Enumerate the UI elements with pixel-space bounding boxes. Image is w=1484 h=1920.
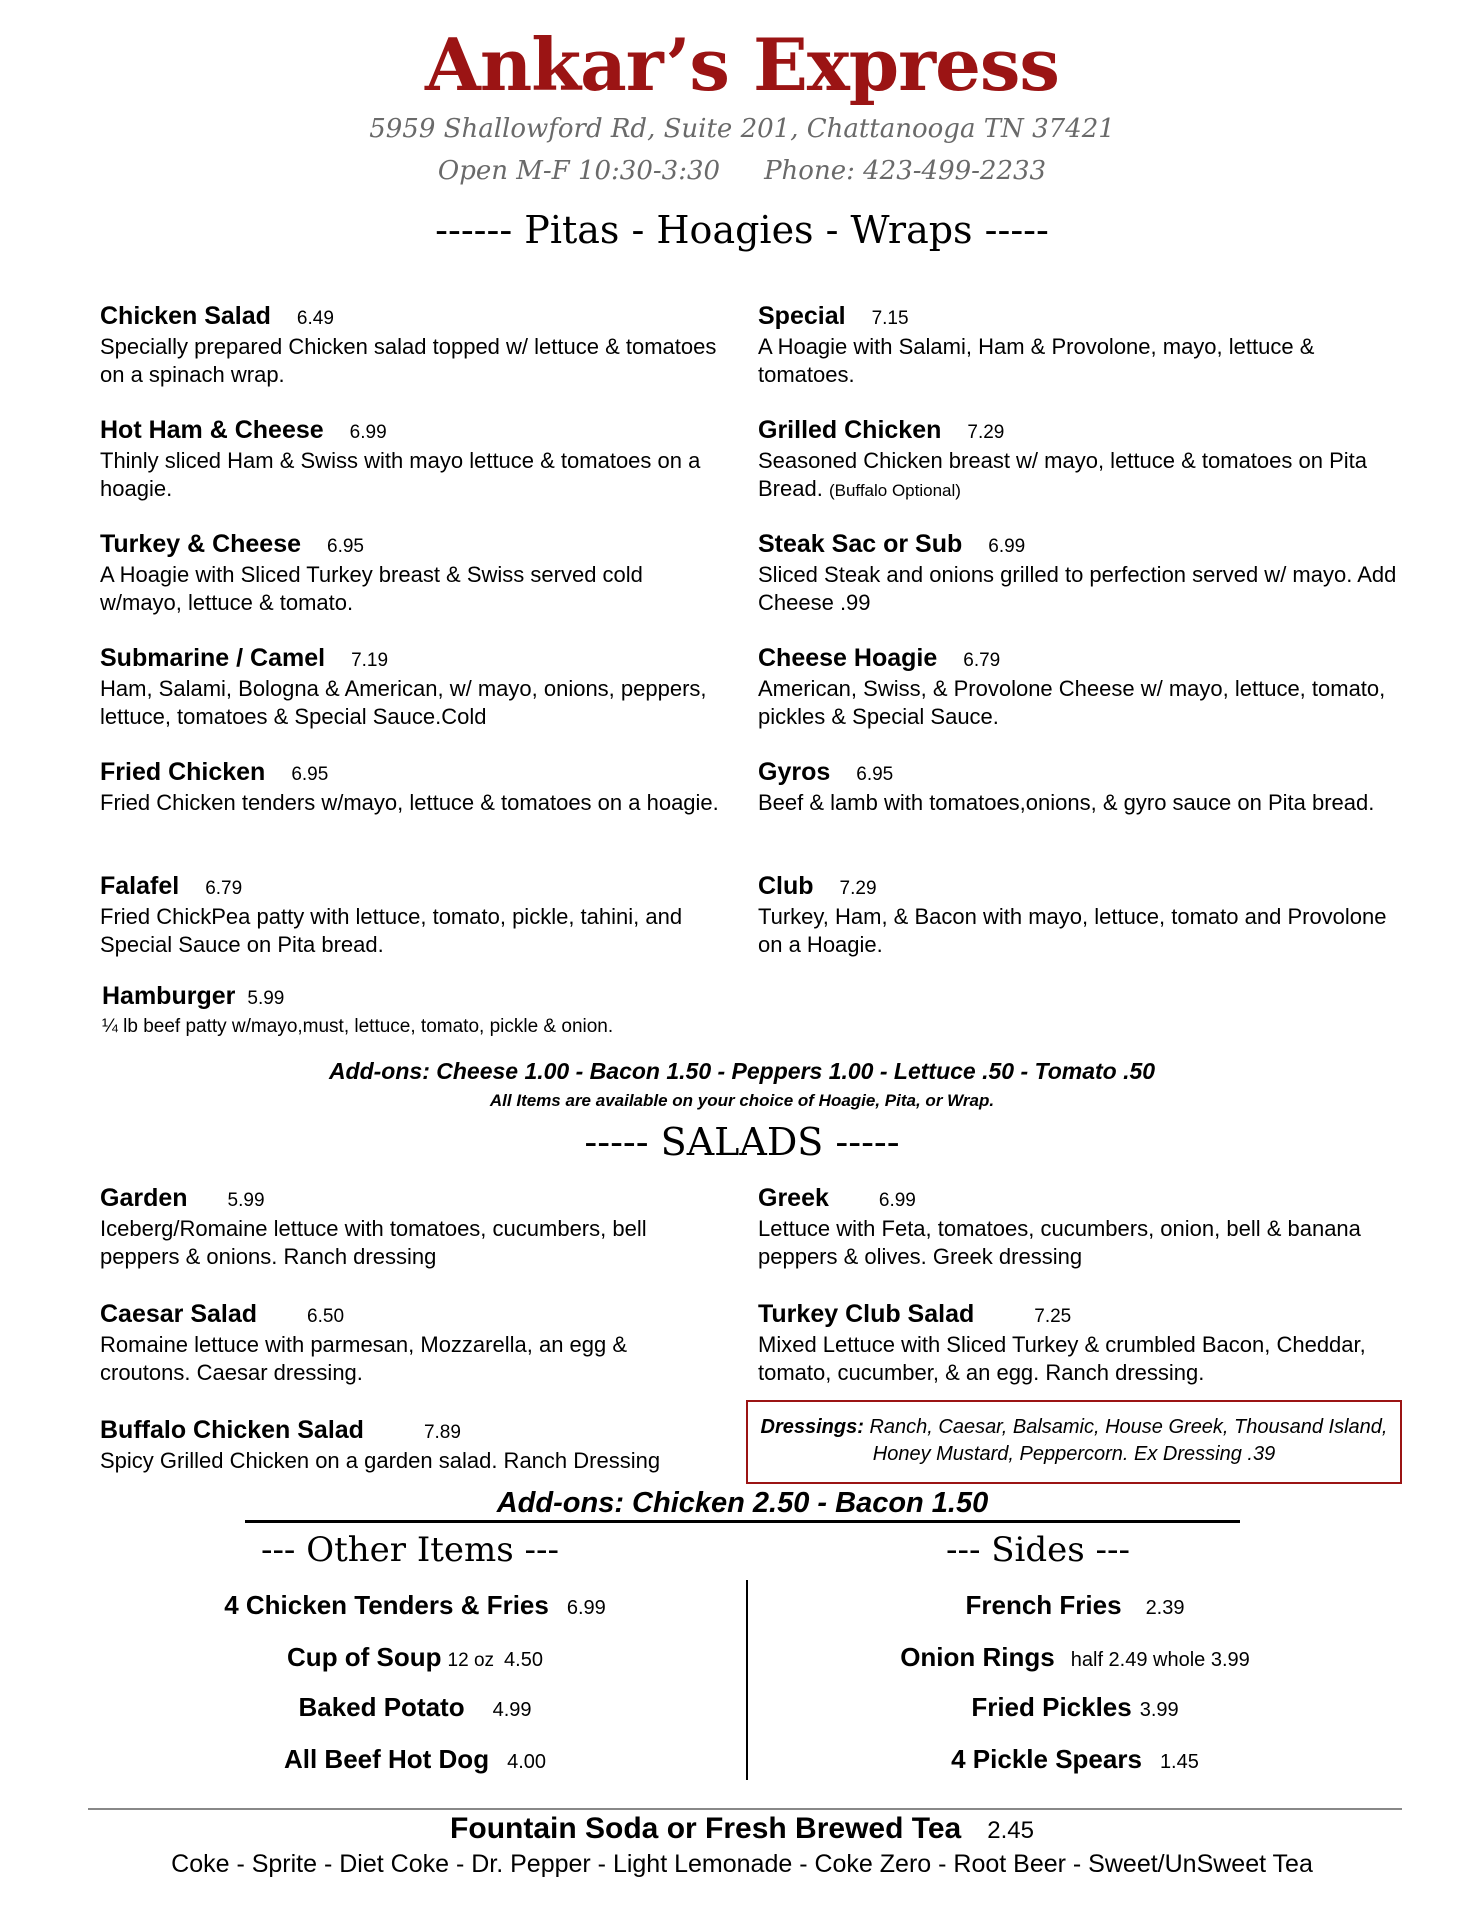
item-name: Buffalo Chicken Salad — [100, 1416, 364, 1444]
menu-item — [100, 302, 720, 389]
item-price: 5.99 — [227, 1190, 265, 1211]
item-desc: American, Swiss, & Provolone Cheese w/ mayo, lettuce, tomato, pickles & Special Sauce. — [758, 676, 1386, 729]
item-name: Club — [758, 872, 814, 900]
other-item — [90, 1744, 740, 1775]
salads-addons: Add-ons: Chicken 2.50 - Bacon 1.50 — [245, 1486, 1240, 1523]
item-desc: Spicy Grilled Chicken on a garden salad. Ranch Dressing — [100, 1448, 661, 1473]
item-desc: Specially prepared Chicken salad topped w/ lettuce & tomatoes on a spinach wrap. — [100, 334, 717, 387]
menu-item — [100, 872, 720, 959]
item-price: 6.50 — [307, 1306, 345, 1327]
item-size: 12 oz — [447, 1650, 495, 1671]
item-name: Hamburger — [102, 982, 236, 1010]
item-name: Baked Potato — [298, 1692, 465, 1722]
item-desc: Ham, Salami, Bologna & American, w/ mayo, onions, peppers, lettuce, tomatoes & Special Sauce.Cold — [100, 676, 707, 729]
item-name: Onion Rings — [900, 1642, 1055, 1672]
sides-heading: --- Sides --- — [945, 1530, 1131, 1570]
item-name: Garden — [100, 1184, 188, 1212]
dressings-box — [746, 1400, 1402, 1484]
menu-item — [758, 644, 1398, 731]
menu-item — [100, 530, 720, 617]
item-price: 4.00 — [507, 1751, 547, 1773]
item-price: 6.99 — [988, 536, 1026, 557]
item-desc: A Hoagie with Sliced Turkey breast & Swiss served cold w/mayo, lettuce & tomato. — [100, 562, 643, 615]
item-desc: Fried Chicken tenders w/mayo, lettuce & tomatoes on a hoagie. — [100, 790, 719, 815]
menu-item — [758, 416, 1398, 505]
item-name: 4 Pickle Spears — [951, 1744, 1142, 1774]
item-price: 6.99 — [566, 1597, 606, 1619]
other-item — [90, 1590, 740, 1621]
item-note: (Buffalo Optional) — [828, 481, 961, 500]
item-price: 1.45 — [1159, 1751, 1199, 1773]
item-name: Hot Ham & Cheese — [100, 416, 324, 444]
item-desc — [758, 447, 1398, 505]
item-price: 7.29 — [839, 878, 877, 899]
item-name: Turkey & Cheese — [100, 530, 302, 558]
item-desc: Thinly sliced Ham & Swiss with mayo lettuce & tomatoes on a hoagie. — [100, 448, 701, 501]
menu-item-hamburger — [102, 982, 802, 1041]
item-name: Chicken Salad — [100, 302, 271, 330]
item-price: 6.95 — [856, 764, 894, 785]
item-price: 7.29 — [967, 422, 1005, 443]
side-item — [750, 1642, 1400, 1673]
other-item — [90, 1692, 740, 1723]
item-price: 4.99 — [492, 1699, 532, 1721]
item-name: Fried Chicken — [100, 758, 266, 786]
drinks-list: Coke - Sprite - Diet Coke - Dr. Pepper - Light Lemonade - Coke Zero - Root Beer - Sweet/UnSweet Tea — [171, 1850, 1313, 1878]
menu-item — [100, 758, 720, 817]
item-name: Fried Pickles — [971, 1692, 1132, 1722]
item-price: 6.79 — [963, 650, 1001, 671]
salad-item — [100, 1300, 720, 1387]
dressings-label: Dressings: — [760, 1416, 864, 1438]
hours-phone-line — [0, 156, 1484, 186]
item-desc: Sliced Steak and onions grilled to perfection served w/ mayo. Add Cheese .99 — [758, 562, 1397, 615]
menu-item — [758, 530, 1398, 617]
item-price: 6.49 — [296, 308, 334, 329]
pitas-choice-note: All Items are available on your choice of Hoagie, Pita, or Wrap. — [489, 1091, 995, 1110]
item-price: 6.99 — [878, 1190, 916, 1211]
item-desc: A Hoagie with Salami, Ham & Provolone, mayo, lettuce & tomatoes. — [758, 334, 1315, 387]
pitas-heading: ------ Pitas - Hoagies - Wraps ----- — [435, 208, 1049, 252]
item-desc: Turkey, Ham, & Bacon with mayo, lettuce, tomato and Provolone on a Hoagie. — [758, 904, 1387, 957]
item-price: 3.99 — [1139, 1699, 1179, 1721]
item-price: 5.99 — [247, 988, 285, 1009]
item-name: All Beef Hot Dog — [283, 1744, 490, 1774]
item-price: 7.19 — [351, 650, 389, 671]
salad-item — [100, 1416, 740, 1475]
item-desc: Beef & lamb with tomatoes,onions, & gyro sauce on Pita bread. — [758, 790, 1375, 815]
dressings-text: Ranch, Caesar, Balsamic, House Greek, Thousand Island, Honey Mustard, Peppercorn. Ex Dressing .39 — [863, 1416, 1388, 1465]
side-item — [750, 1590, 1400, 1621]
menu-item — [758, 872, 1398, 959]
item-price: 7.25 — [1034, 1306, 1072, 1327]
item-price: 6.95 — [327, 536, 364, 557]
salad-item — [758, 1184, 1398, 1271]
restaurant-title: Ankar’s Express — [425, 22, 1059, 107]
item-name: Grilled Chicken — [758, 416, 942, 444]
item-price: 6.95 — [291, 764, 329, 785]
item-name: Caesar Salad — [100, 1300, 258, 1328]
salad-item — [100, 1184, 720, 1271]
drinks-price: 2.45 — [987, 1817, 1034, 1844]
other-items-heading: --- Other Items --- — [260, 1530, 560, 1570]
drinks-title-line — [0, 1812, 1484, 1846]
divider — [88, 1808, 1402, 1810]
other-item — [90, 1642, 740, 1673]
menu-item — [100, 644, 720, 731]
item-desc: Fried ChickPea patty with lettuce, tomato, pickle, tahini, and Special Sauce on Pita bread. — [100, 904, 683, 957]
column-divider — [746, 1580, 748, 1780]
item-name: Turkey Club Salad — [758, 1300, 975, 1328]
salads-heading: ----- SALADS ----- — [584, 1120, 900, 1164]
item-name: 4 Chicken Tenders & Fries — [224, 1590, 549, 1620]
item-name: Submarine / Camel — [100, 644, 326, 672]
address: 5959 Shallowford Rd, Suite 201, Chattanooga TN 37421 — [369, 114, 1115, 144]
phone: Phone: 423-499-2233 — [764, 156, 1047, 186]
item-desc: Iceberg/Romaine lettuce with tomatoes, cucumbers, bell peppers & onions. Ranch dressing — [100, 1216, 647, 1269]
drinks-title: Fountain Soda or Fresh Brewed Tea — [450, 1812, 962, 1845]
item-price: 6.99 — [349, 422, 387, 443]
salad-item — [758, 1300, 1398, 1387]
item-desc: Romaine lettuce with parmesan, Mozzarella, an egg & croutons. Caesar dressing. — [100, 1332, 628, 1385]
item-name: Cheese Hoagie — [758, 644, 938, 672]
menu-item — [100, 416, 720, 503]
item-desc: Lettuce with Feta, tomatoes, cucumbers, onion, bell & banana peppers & olives. Greek dressing — [758, 1216, 1361, 1269]
item-desc: Mixed Lettuce with Sliced Turkey & crumbled Bacon, Cheddar, tomato, cucumber, & an egg. Ranch dressing. — [758, 1332, 1366, 1385]
hours: Open M-F 10:30-3:30 — [437, 156, 721, 186]
item-name: Steak Sac or Sub — [758, 530, 963, 558]
item-desc-text: Seasoned Chicken breast w/ mayo, lettuce & tomatoes on Pita Bread. — [758, 448, 1367, 501]
item-name: Special — [758, 302, 846, 330]
item-name: Greek — [758, 1184, 829, 1212]
item-name: Gyros — [758, 758, 831, 786]
item-price: half 2.49 whole 3.99 — [1070, 1649, 1250, 1671]
menu-item — [758, 758, 1398, 817]
side-item — [750, 1692, 1400, 1723]
side-item — [750, 1744, 1400, 1775]
item-price: 6.79 — [205, 878, 243, 899]
item-price: 2.39 — [1145, 1597, 1185, 1619]
item-name: Falafel — [100, 872, 180, 900]
item-price: 4.50 — [504, 1649, 543, 1671]
item-price: 7.15 — [871, 308, 909, 329]
item-desc: ¼ lb beef patty w/mayo,must, lettuce, tomato, pickle & onion. — [102, 1016, 614, 1037]
pitas-addons: Add-ons: Cheese 1.00 - Bacon 1.50 - Peppers 1.00 - Lettuce .50 - Tomato .50 — [328, 1058, 1156, 1084]
item-price: 7.89 — [423, 1422, 461, 1443]
menu-item — [758, 302, 1398, 389]
item-name: French Fries — [965, 1590, 1122, 1620]
item-name: Cup of Soup — [287, 1642, 442, 1672]
